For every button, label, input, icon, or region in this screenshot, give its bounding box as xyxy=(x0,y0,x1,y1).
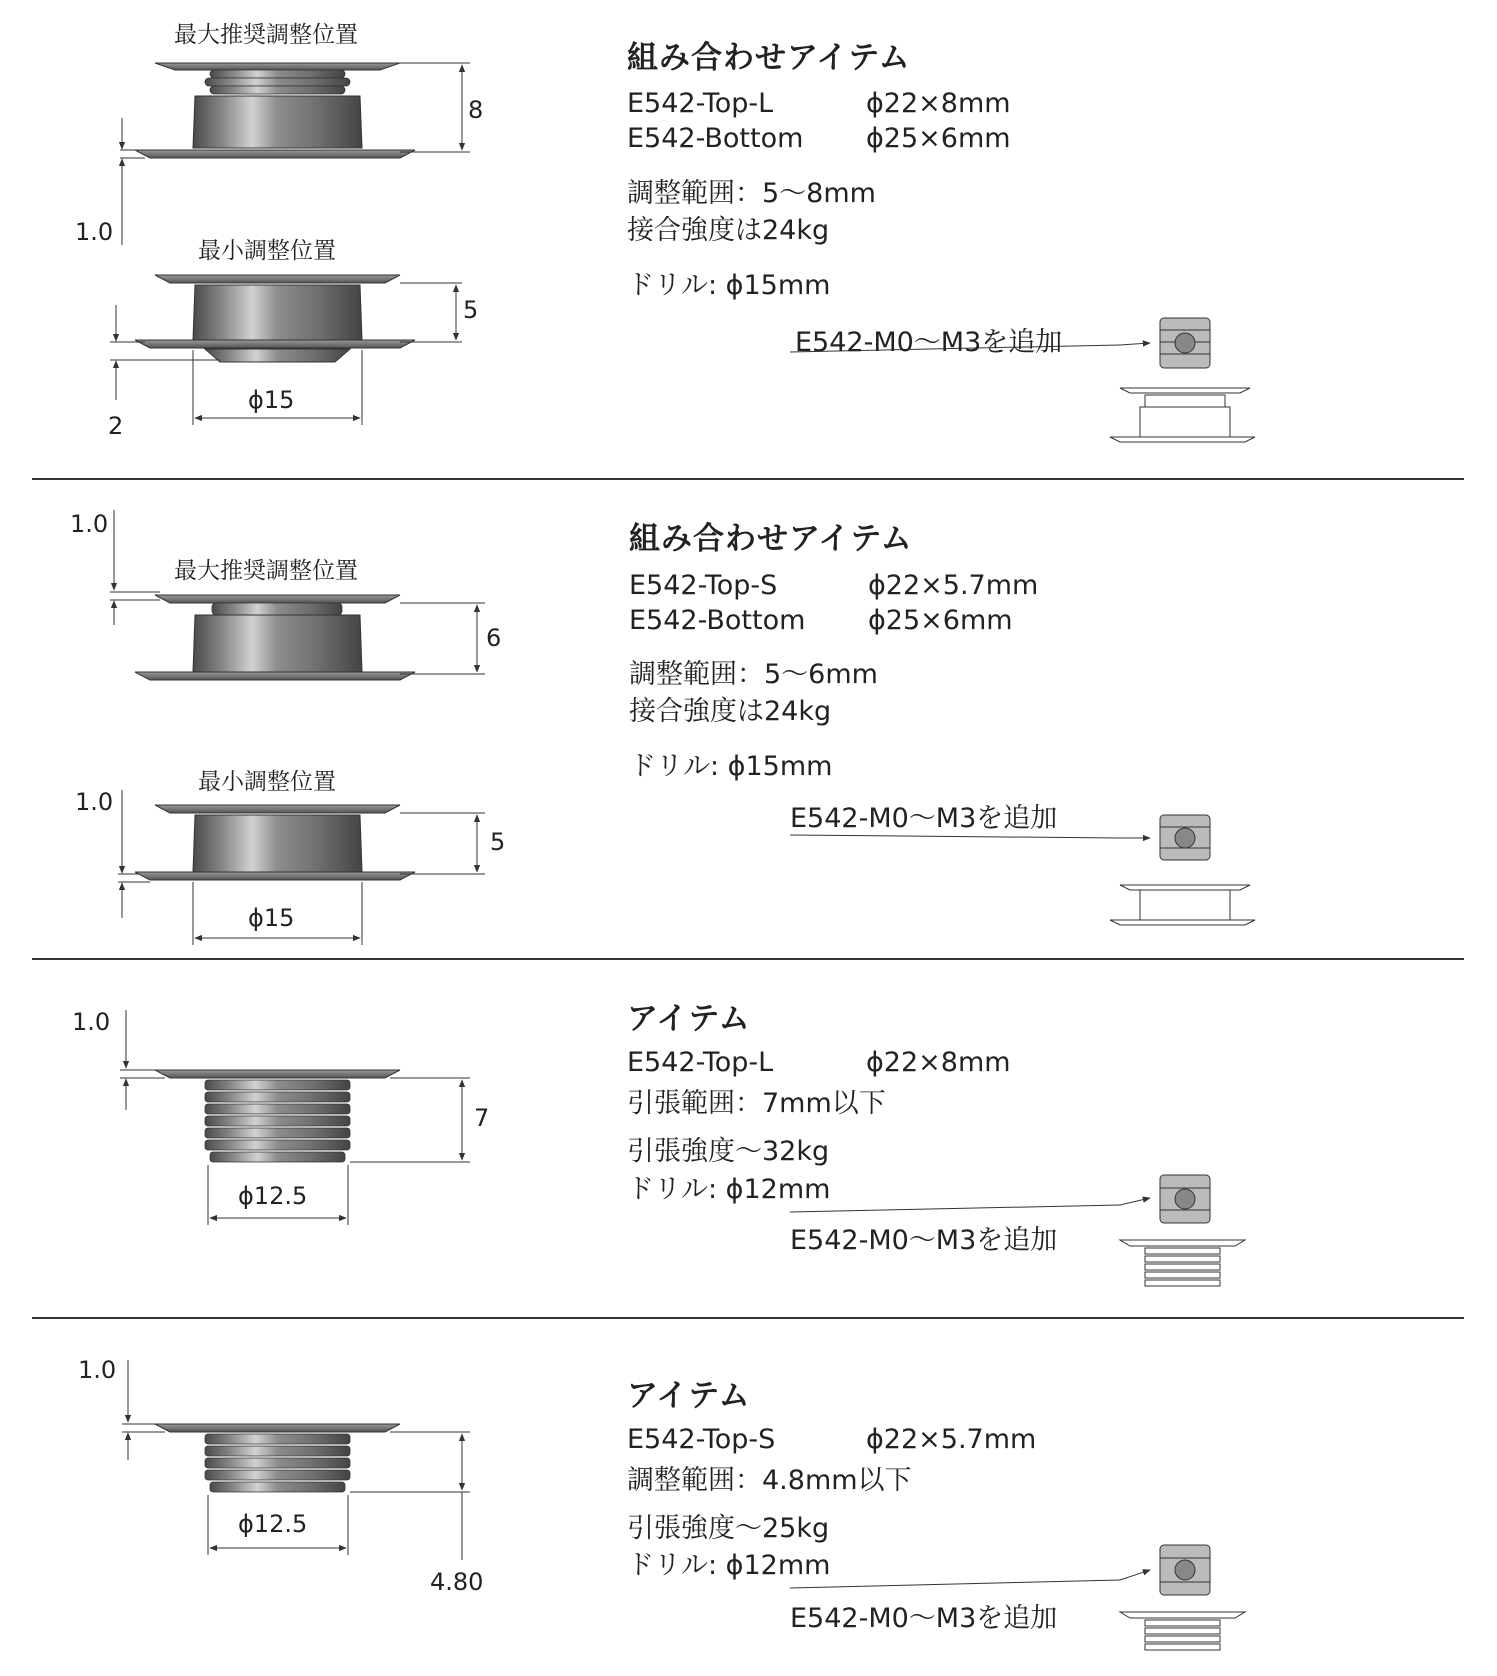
item-size: ϕ22×8mm xyxy=(866,88,1011,119)
item-size: ϕ22×8mm xyxy=(866,1047,1011,1078)
addon-label: E542-M0〜M3を追加 xyxy=(790,1225,1058,1256)
drill-spec: ドリル: ϕ15mm xyxy=(629,751,833,782)
item-size: ϕ25×6mm xyxy=(866,123,1011,154)
dimension-label: ϕ12.5 xyxy=(238,1510,308,1538)
spec-range: 調整範囲：5〜6mm xyxy=(629,659,878,690)
dimension-label: 1.0 xyxy=(75,788,114,816)
section-title: アイテム xyxy=(627,1378,751,1414)
item-name: E542-Bottom xyxy=(627,123,804,154)
item-name: E542-Top-S xyxy=(629,570,778,601)
dimension-label: 1.0 xyxy=(78,1356,117,1384)
dimension-label: ϕ15 xyxy=(248,386,295,414)
addon-label: E542-M0〜M3を追加 xyxy=(790,1603,1058,1634)
item-size: ϕ25×6mm xyxy=(868,605,1013,636)
dimension-label: 1.0 xyxy=(72,1008,111,1036)
dimension-label: 8 xyxy=(468,96,484,124)
thread-stack xyxy=(205,1080,350,1162)
drill-spec: ドリル: ϕ15mm xyxy=(627,270,831,301)
item-size: ϕ22×5.7mm xyxy=(868,570,1039,601)
addon-connector-icon xyxy=(1160,1545,1210,1595)
dimension-label: 6 xyxy=(486,624,502,652)
max-position-label: 最大推奨調整位置 xyxy=(174,558,358,584)
min-position-label: 最小調整位置 xyxy=(198,769,336,795)
dimension-label: 4.80 xyxy=(430,1568,484,1596)
item-name: E542-Top-S xyxy=(627,1424,776,1455)
addon-threaded-outline xyxy=(1120,1240,1245,1286)
addon-plate-outline xyxy=(1110,388,1255,442)
spec-range: 調整範囲：5〜8mm xyxy=(627,178,876,209)
drill-spec: ドリル: ϕ12mm xyxy=(627,1550,831,1581)
addon-plate-outline xyxy=(1110,885,1255,925)
dimension-label: 7 xyxy=(474,1104,490,1132)
dimension-label: 5 xyxy=(463,296,479,324)
addon-connector-icon xyxy=(1160,815,1210,860)
min-position-label: 最小調整位置 xyxy=(198,238,336,264)
item-size: ϕ22×5.7mm xyxy=(866,1424,1037,1455)
dimension-label: 1.0 xyxy=(75,218,114,246)
addon-label: E542-M0〜M3を追加 xyxy=(790,803,1058,834)
dimension-label: ϕ15 xyxy=(248,904,295,932)
dimension-label: 5 xyxy=(490,828,506,856)
dimension-label: ϕ12.5 xyxy=(238,1182,308,1210)
spec-strength: 接合強度は24kg xyxy=(627,215,830,246)
section-divider xyxy=(32,478,1464,480)
addon-threaded-outline xyxy=(1120,1612,1245,1650)
thread-stack xyxy=(205,70,350,94)
addon-connector-icon xyxy=(1160,1175,1210,1223)
item-name: E542-Top-L xyxy=(627,1047,774,1078)
section-divider xyxy=(32,958,1464,960)
item-name: E542-Bottom xyxy=(629,605,806,636)
max-position-label: 最大推奨調整位置 xyxy=(174,22,358,48)
item-name: E542-Top-L xyxy=(627,88,774,119)
dimension-label: 1.0 xyxy=(70,510,109,538)
spec-strength: 引張強度〜32kg xyxy=(627,1136,830,1167)
section-divider xyxy=(32,1317,1464,1319)
section-title: 組み合わせアイテム xyxy=(627,40,911,76)
spec-range: 引張範囲：7mm以下 xyxy=(627,1088,886,1119)
addon-label: E542-M0〜M3を追加 xyxy=(795,327,1063,358)
drill-spec: ドリル: ϕ12mm xyxy=(627,1174,831,1205)
spec-strength: 接合強度は24kg xyxy=(629,696,832,727)
spec-strength: 引張強度〜25kg xyxy=(627,1513,830,1544)
thread-stack xyxy=(205,1434,350,1492)
addon-connector-icon xyxy=(1160,318,1210,368)
spec-range: 調整範囲：4.8mm以下 xyxy=(627,1465,912,1496)
section-title: アイテム xyxy=(627,1001,751,1037)
section-title: 組み合わせアイテム xyxy=(629,521,913,557)
dimension-label: 2 xyxy=(108,412,124,440)
